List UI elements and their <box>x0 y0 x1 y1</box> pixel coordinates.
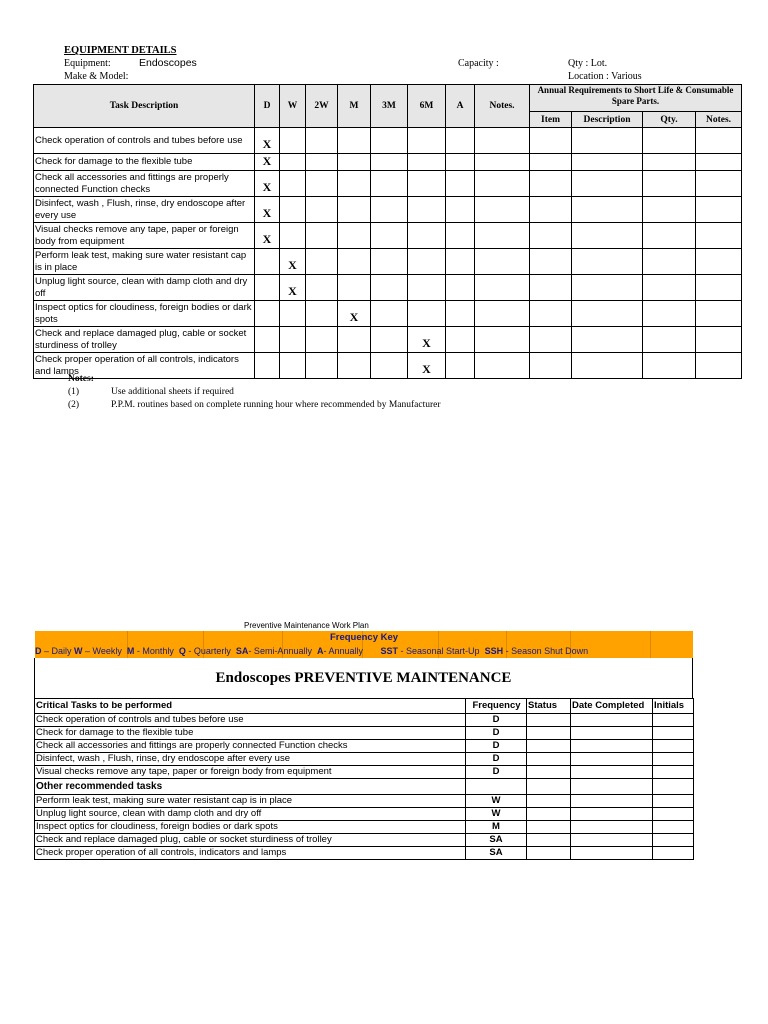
frequency-mark-m <box>338 353 371 379</box>
description-cell <box>572 171 643 197</box>
task-row <box>34 275 742 301</box>
pm-task-row <box>35 727 694 740</box>
status-cell <box>527 766 571 779</box>
pm-task-description: Perform leak test, making sure water resistant cap is in place <box>35 795 466 808</box>
frequency-mark-w <box>280 128 306 154</box>
initials-cell <box>653 766 694 779</box>
item-cell <box>530 197 572 223</box>
frequency-mark-m <box>338 275 371 301</box>
capacity-label: Capacity : <box>458 58 499 69</box>
empty-cell <box>653 779 694 795</box>
description-cell <box>572 249 643 275</box>
status-cell <box>527 714 571 727</box>
frequency-mark-a <box>446 327 475 353</box>
task-description: Check for damage to the flexible tube <box>34 154 255 171</box>
frequency-mark-3m <box>371 327 408 353</box>
frequency-key-banner <box>35 631 693 658</box>
frequency-mark-2w <box>306 275 338 301</box>
frequency-mark-a <box>446 249 475 275</box>
pm-task-frequency: W <box>466 808 527 821</box>
frequency-mark-6m <box>408 223 446 249</box>
freq-header-3m: 3M <box>371 85 408 128</box>
frequency-mark-3m <box>371 353 408 379</box>
pm-task-description: Disinfect, wash , Flush, rinse, dry endoscope after every use <box>35 753 466 766</box>
frequency-mark-d <box>255 301 280 327</box>
task-row <box>34 249 742 275</box>
notes-header: Notes. <box>475 85 530 128</box>
frequency-mark-w <box>280 171 306 197</box>
frequency-mark-a <box>446 301 475 327</box>
frequency-mark-2w <box>306 249 338 275</box>
initials-header: Initials <box>653 699 694 714</box>
description-cell <box>572 301 643 327</box>
initials-cell <box>653 753 694 766</box>
annual-notes-cell <box>696 327 742 353</box>
pm-task-description: Inspect optics for cloudiness, foreign bodies or dark spots <box>35 821 466 834</box>
frequency-mark-w: X <box>280 275 306 301</box>
task-row <box>34 223 742 249</box>
frequency-mark-6m <box>408 128 446 154</box>
qty-cell <box>643 197 696 223</box>
notes-cell <box>475 353 530 379</box>
equipment-details-title: EQUIPMENT DETAILS <box>64 45 177 56</box>
task-description: Unplug light source, clean with damp cloth and dry off <box>34 275 255 301</box>
task-description: Check and replace damaged plug, cable or socket sturdiness of trolley <box>34 327 255 353</box>
frequency-mark-6m: X <box>408 327 446 353</box>
pm-task-description: Unplug light source, clean with damp cloth and dry off <box>35 808 466 821</box>
frequency-key-legend <box>35 646 588 656</box>
freq-header-d: D <box>255 85 280 128</box>
task-description: Inspect optics for cloudiness, foreign bodies or dark spots <box>34 301 255 327</box>
date-completed-cell <box>571 753 653 766</box>
frequency-mark-d <box>255 353 280 379</box>
frequency-code: D <box>35 646 42 656</box>
frequency-mark-6m <box>408 249 446 275</box>
frequency-mark-2w <box>306 197 338 223</box>
description-header: Description <box>572 112 643 128</box>
pm-task-description: Check all accessories and fittings are properly connected Function checks <box>35 740 466 753</box>
date-completed-cell <box>571 740 653 753</box>
initials-cell <box>653 740 694 753</box>
task-description: Check proper operation of all controls, indicators and lamps <box>34 353 255 379</box>
notes-cell <box>475 275 530 301</box>
frequency-mark-m <box>338 223 371 249</box>
initials-cell <box>653 821 694 834</box>
pm-task-description: Check proper operation of all controls, indicators and lamps <box>35 847 466 860</box>
date-completed-cell <box>571 766 653 779</box>
frequency-mark-w <box>280 197 306 223</box>
annual-notes-cell <box>696 197 742 223</box>
description-cell <box>572 327 643 353</box>
pm-task-frequency: SA <box>466 847 527 860</box>
frequency-code-label: - Quarterly <box>185 646 236 656</box>
frequency-code-label: – Weekly <box>82 646 127 656</box>
task-schedule-table <box>33 84 742 379</box>
qty-cell <box>643 275 696 301</box>
description-cell <box>572 197 643 223</box>
frequency-code: SA <box>235 646 249 656</box>
frequency-mark-2w <box>306 327 338 353</box>
frequency-mark-a <box>446 128 475 154</box>
frequency-mark-6m: X <box>408 353 446 379</box>
pm-title: Endoscopes PREVENTIVE MAINTENANCE <box>215 670 512 686</box>
frequency-mark-3m <box>371 197 408 223</box>
pm-task-frequency: D <box>466 714 527 727</box>
task-description: Visual checks remove any tape, paper or foreign body from equipment <box>34 223 255 249</box>
date-completed-cell <box>571 795 653 808</box>
frequency-mark-3m <box>371 249 408 275</box>
pm-task-row <box>35 753 694 766</box>
frequency-mark-6m <box>408 301 446 327</box>
freq-header-w: W <box>280 85 306 128</box>
frequency-mark-6m <box>408 275 446 301</box>
qty-cell <box>643 128 696 154</box>
notes-cell <box>475 301 530 327</box>
frequency-mark-m <box>338 154 371 171</box>
frequency-code-label: – Daily <box>41 646 75 656</box>
frequency-mark-3m <box>371 223 408 249</box>
notes-cell <box>475 223 530 249</box>
frequency-mark-a <box>446 171 475 197</box>
freq-header-a: A <box>446 85 475 128</box>
frequency-mark-3m <box>371 301 408 327</box>
equipment-value: Endoscopes <box>139 57 197 69</box>
notes-cell <box>475 197 530 223</box>
empty-cell <box>571 779 653 795</box>
freq-header-6m: 6M <box>408 85 446 128</box>
pm-task-row <box>35 766 694 779</box>
item-cell <box>530 301 572 327</box>
task-row <box>34 154 742 171</box>
date-completed-header: Date Completed <box>571 699 653 714</box>
frequency-mark-3m <box>371 275 408 301</box>
frequency-mark-a <box>446 154 475 171</box>
other-tasks-section-row <box>35 779 694 795</box>
annual-notes-cell <box>696 128 742 154</box>
task-description: Check operation of controls and tubes before use <box>34 128 255 154</box>
frequency-mark-w: X <box>280 249 306 275</box>
qty-header: Qty. <box>643 112 696 128</box>
work-plan-caption: Preventive Maintenance Work Plan <box>244 621 369 630</box>
date-completed-cell <box>571 847 653 860</box>
task-row <box>34 171 742 197</box>
initials-cell <box>653 808 694 821</box>
frequency-mark-d <box>255 275 280 301</box>
date-completed-cell <box>571 834 653 847</box>
frequency-code-label: - Seasonal Start-Up <box>398 646 485 656</box>
notes-cell <box>475 327 530 353</box>
frequency-mark-2w <box>306 353 338 379</box>
pm-task-frequency: D <box>466 740 527 753</box>
frequency-mark-a <box>446 197 475 223</box>
note-text: P.P.M. routines based on complete running hour where recommended by Manufacturer <box>111 400 441 410</box>
frequency-code: Q <box>178 646 186 656</box>
qty-cell <box>643 327 696 353</box>
item-cell <box>530 353 572 379</box>
item-cell <box>530 223 572 249</box>
notes-cell <box>475 171 530 197</box>
frequency-mark-d <box>255 327 280 353</box>
qty-label: Qty : Lot. <box>568 58 608 69</box>
pm-task-frequency: D <box>466 766 527 779</box>
annual-requirements-header: Annual Requirements to Short Life & Consumable Spare Parts. <box>530 85 742 112</box>
frequency-mark-w <box>280 327 306 353</box>
annual-notes-header: Notes. <box>696 112 742 128</box>
task-row <box>34 197 742 223</box>
note-text: Use additional sheets if required <box>111 387 234 397</box>
date-completed-cell <box>571 727 653 740</box>
annual-notes-cell <box>696 353 742 379</box>
task-description: Disinfect, wash , Flush, rinse, dry endoscope after every use <box>34 197 255 223</box>
frequency-mark-w <box>280 154 306 171</box>
pm-task-frequency: W <box>466 795 527 808</box>
item-cell <box>530 249 572 275</box>
initials-cell <box>653 847 694 860</box>
pm-table-header-row <box>35 699 694 714</box>
frequency-code: M <box>126 646 135 656</box>
qty-cell <box>643 353 696 379</box>
qty-cell <box>643 171 696 197</box>
item-cell <box>530 171 572 197</box>
pm-task-frequency: D <box>466 727 527 740</box>
date-completed-cell <box>571 821 653 834</box>
initials-cell <box>653 795 694 808</box>
frequency-mark-2w <box>306 128 338 154</box>
pm-task-description: Check operation of controls and tubes before use <box>35 714 466 727</box>
qty-cell <box>643 301 696 327</box>
status-cell <box>527 795 571 808</box>
frequency-code: W <box>74 646 83 656</box>
annual-notes-cell <box>696 249 742 275</box>
item-cell <box>530 275 572 301</box>
date-completed-cell <box>571 808 653 821</box>
notes-title: Notes: <box>68 374 94 384</box>
frequency-code-label: - Monthly <box>134 646 179 656</box>
frequency-mark-6m <box>408 171 446 197</box>
frequency-mark-6m <box>408 197 446 223</box>
frequency-mark-2w <box>306 171 338 197</box>
notes-cell <box>475 249 530 275</box>
pm-title-box <box>34 658 693 699</box>
equipment-label: Equipment: <box>64 58 111 69</box>
frequency-mark-m <box>338 197 371 223</box>
other-tasks-title: Other recommended tasks <box>35 779 466 795</box>
empty-cell <box>527 779 571 795</box>
pm-task-row <box>35 714 694 727</box>
location-label: Location : Various <box>568 71 642 82</box>
frequency-mark-d <box>255 249 280 275</box>
item-cell <box>530 128 572 154</box>
pm-task-row <box>35 808 694 821</box>
qty-cell <box>643 249 696 275</box>
status-cell <box>527 808 571 821</box>
frequency-mark-2w <box>306 154 338 171</box>
initials-cell <box>653 727 694 740</box>
frequency-mark-2w <box>306 223 338 249</box>
pm-task-frequency: M <box>466 821 527 834</box>
pm-task-row <box>35 740 694 753</box>
frequency-mark-w <box>280 301 306 327</box>
description-cell <box>572 275 643 301</box>
pm-task-frequency: D <box>466 753 527 766</box>
frequency-mark-m <box>338 128 371 154</box>
pm-task-row <box>35 795 694 808</box>
status-cell <box>527 821 571 834</box>
frequency-mark-m: X <box>338 301 371 327</box>
frequency-mark-d: X <box>255 223 280 249</box>
frequency-key-title: Frequency Key <box>329 632 399 643</box>
status-cell <box>527 834 571 847</box>
initials-cell <box>653 714 694 727</box>
frequency-mark-m <box>338 249 371 275</box>
status-cell <box>527 753 571 766</box>
annual-notes-cell <box>696 301 742 327</box>
task-description: Check all accessories and fittings are properly connected Function checks <box>34 171 255 197</box>
frequency-mark-a <box>446 353 475 379</box>
frequency-mark-3m <box>371 171 408 197</box>
task-row <box>34 353 742 379</box>
pm-task-description: Check and replace damaged plug, cable or socket sturdiness of trolley <box>35 834 466 847</box>
qty-cell <box>643 223 696 249</box>
item-cell <box>530 327 572 353</box>
frequency-mark-6m <box>408 154 446 171</box>
status-header: Status <box>527 699 571 714</box>
frequency-mark-d: X <box>255 171 280 197</box>
pm-work-plan-table <box>34 698 694 860</box>
frequency-header: Frequency <box>466 699 527 714</box>
task-description-header: Task Description <box>34 85 255 128</box>
frequency-mark-a <box>446 223 475 249</box>
annual-notes-cell <box>696 154 742 171</box>
qty-cell <box>643 154 696 171</box>
item-cell <box>530 154 572 171</box>
pm-task-row <box>35 847 694 860</box>
pm-task-row <box>35 834 694 847</box>
pm-task-description: Visual checks remove any tape, paper or foreign body from equipment <box>35 766 466 779</box>
description-cell <box>572 223 643 249</box>
frequency-code-label: - Annually <box>323 646 381 656</box>
description-cell <box>572 128 643 154</box>
task-description: Perform leak test, making sure water resistant cap is in place <box>34 249 255 275</box>
frequency-mark-m <box>338 171 371 197</box>
annual-notes-cell <box>696 275 742 301</box>
frequency-mark-m <box>338 327 371 353</box>
note-number: (2) <box>68 400 80 410</box>
status-cell <box>527 847 571 860</box>
task-row <box>34 301 742 327</box>
frequency-code: SSH <box>484 646 504 656</box>
annual-notes-cell <box>696 171 742 197</box>
equipment-details-header <box>0 0 768 90</box>
frequency-mark-3m <box>371 154 408 171</box>
pm-task-description: Check for damage to the flexible tube <box>35 727 466 740</box>
frequency-code: SST <box>380 646 399 656</box>
task-row <box>34 327 742 353</box>
freq-header-m: M <box>338 85 371 128</box>
pm-task-frequency: SA <box>466 834 527 847</box>
description-cell <box>572 154 643 171</box>
date-completed-cell <box>571 714 653 727</box>
frequency-mark-2w <box>306 301 338 327</box>
status-cell <box>527 727 571 740</box>
frequency-code-label: - Semi-Annually <box>248 646 317 656</box>
annual-notes-cell <box>696 223 742 249</box>
description-cell <box>572 353 643 379</box>
status-cell <box>527 740 571 753</box>
frequency-mark-w <box>280 353 306 379</box>
freq-header-2w: 2W <box>306 85 338 128</box>
frequency-mark-w <box>280 223 306 249</box>
critical-tasks-header: Critical Tasks to be performed <box>35 699 466 714</box>
notes-cell <box>475 128 530 154</box>
pm-task-row <box>35 821 694 834</box>
task-row <box>34 128 742 154</box>
frequency-mark-d: X <box>255 154 280 171</box>
initials-cell <box>653 834 694 847</box>
empty-cell <box>466 779 527 795</box>
frequency-mark-3m <box>371 128 408 154</box>
make-model-label: Make & Model: <box>64 71 129 82</box>
frequency-mark-a <box>446 275 475 301</box>
notes-cell <box>475 154 530 171</box>
note-number: (1) <box>68 387 80 397</box>
frequency-code-label: - Season Shut Down <box>503 646 589 656</box>
item-header: Item <box>530 112 572 128</box>
frequency-code: A <box>316 646 324 656</box>
frequency-mark-d: X <box>255 128 280 154</box>
frequency-mark-d: X <box>255 197 280 223</box>
